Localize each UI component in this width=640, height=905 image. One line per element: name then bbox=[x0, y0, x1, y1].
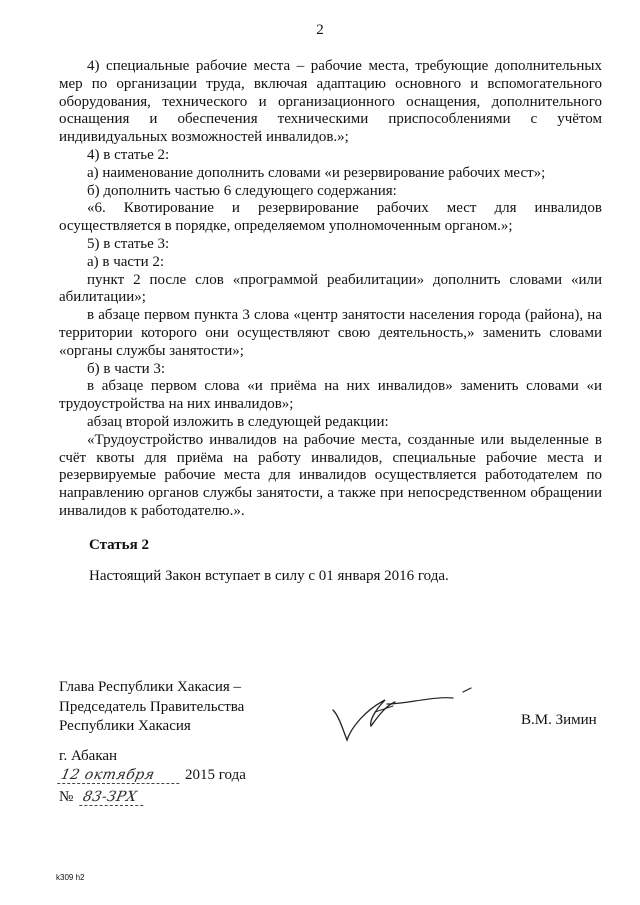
amendment-text bbox=[59, 58, 602, 521]
page-number: 2 bbox=[316, 22, 324, 38]
paragraph: б) дополнить частью 6 следующего содержания: bbox=[87, 182, 397, 199]
handwritten-signature bbox=[325, 682, 485, 754]
paragraph: 4) специальные рабочие места – рабочие места, требующие дополнительных мер по организации труда, включая адаптацию основного и вспомогательного оборудования, технического и организационного оснащения, дополнительного оснащения и обеспечения техническими приспособлениями с учётом индивидуальных возможностей инвалидов.»; bbox=[59, 58, 602, 146]
paragraph: а) в части 2: bbox=[87, 253, 165, 270]
signatory-title-line: Председатель Правительства bbox=[59, 698, 245, 715]
handwritten-date: 12 октября bbox=[57, 767, 183, 784]
paragraph: 5) в статье 3: bbox=[87, 235, 170, 252]
paragraph: в абзаце первом слова «и приёма на них инвалидов» заменить словами «и трудоустройства на них инвалидов»; bbox=[59, 378, 602, 413]
article-text: Настоящий Закон вступает в силу с 01 января 2016 года. bbox=[89, 568, 449, 584]
paragraph: а) наименование дополнить словами «и резервирование рабочих мест»; bbox=[87, 164, 546, 181]
paragraph: абзац второй изложить в следующей редакции: bbox=[87, 413, 389, 430]
signatory-title bbox=[59, 678, 244, 737]
paragraph: «Трудоустройство инвалидов на рабочие места, созданные или выделенные в счёт квоты для приёма на работу инвалидов, специальные рабочие места и резервируемые рабочие места для инвалидов осуществляется работодателем по направлению органов службы занятости, а также при непосредственном обращении инвалидов к работодателю.». bbox=[59, 431, 602, 519]
signatory-name: В.М. Зимин bbox=[521, 712, 597, 728]
article-heading: Статья 2 bbox=[89, 537, 149, 553]
signing-date bbox=[59, 767, 246, 784]
footer-code: k309 h2 bbox=[56, 873, 85, 882]
paragraph: б) в части 3: bbox=[87, 360, 166, 377]
number-sign: № bbox=[59, 789, 74, 805]
handwritten-number: 83-ЗРХ bbox=[80, 789, 148, 806]
paragraph: пункт 2 после слов «программой реабилитации» дополнить словами «или абилитации»; bbox=[59, 271, 602, 306]
paragraph: в абзаце первом пункта 3 слова «центр занятости населения города (района), на территории которого они осуществляют свою деятельность,» заменить словами «органы службы занятости»; bbox=[59, 307, 602, 359]
place-of-signing: г. Абакан bbox=[59, 748, 118, 764]
paragraph: «6. Квотирование и резервирование рабочих мест для инвалидов осуществляется в порядке, определяемом уполномоченным органом.»; bbox=[59, 200, 602, 235]
paragraph: 4) в статье 2: bbox=[87, 146, 170, 163]
signatory-title-line: Республики Хакасия bbox=[59, 718, 191, 734]
law-number bbox=[59, 789, 145, 806]
printed-year: 2015 года bbox=[185, 767, 246, 783]
signatory-title-line: Глава Республики Хакасия – bbox=[59, 679, 242, 695]
